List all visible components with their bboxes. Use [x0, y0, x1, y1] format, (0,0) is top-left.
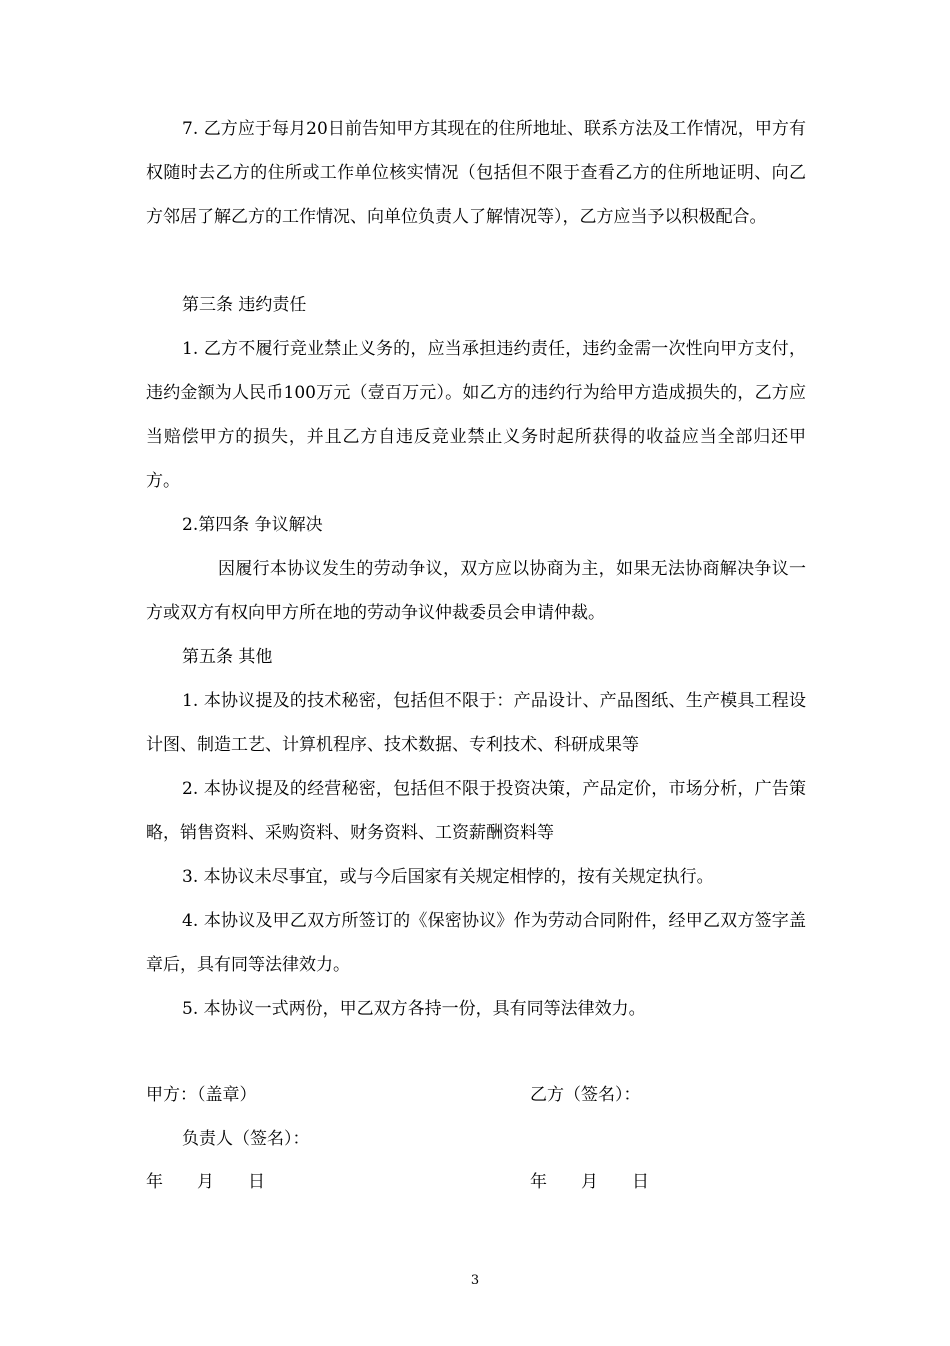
party-b-date: 年 月 日: [530, 1172, 649, 1192]
article-4-title: 2.第四条 争议解决: [182, 515, 323, 535]
article-4-body: 因履行本协议发生的劳动争议，双方应以协商为主，如果无法协商解决争议一方或双方有权向甲方所在地的劳动争议仲裁委员会申请仲裁。: [146, 559, 806, 623]
page-number: 3: [470, 1273, 480, 1288]
article-5-title: 第五条 其他: [182, 647, 273, 667]
party-b-signature: 乙方（签名）：: [530, 1085, 641, 1105]
article-3-item-1: 1. 乙方不履行竞业禁止义务的，应当承担违约责任，违约金需一次性向甲方支付，违约金额为人民币100万元（壹百万元）。如乙方的违约行为给甲方造成损失的，乙方应当赔偿甲方的损失，并且乙方自违反竞业禁止义务时起所获得的收益应当全部归还甲方。: [146, 339, 806, 491]
article-3-title: 第三条 违约责任: [182, 295, 307, 315]
article-5-item-1: 1. 本协议提及的技术秘密，包括但不限于：产品设计、产品图纸、生产模具工程设计图、制造工艺、计算机程序、技术数据、专利技术、科研成果等: [146, 691, 806, 755]
article-5-item-4: 4. 本协议及甲乙双方所签订的《保密协议》作为劳动合同附件，经甲乙双方签字盖章后，具有同等法律效力。: [146, 911, 806, 975]
article-5-item-2: 2. 本协议提及的经营秘密，包括但不限于投资决策，产品定价，市场分析，广告策略，销售资料、采购资料、财务资料、工资薪酬资料等: [146, 779, 806, 843]
party-a-seal: 甲方：（盖章）: [146, 1085, 257, 1105]
person-in-charge-signature: 负责人（签名）：: [182, 1129, 310, 1149]
party-a-date: 年 月 日: [146, 1172, 265, 1192]
article-5-item-3: 3. 本协议未尽事宜，或与今后国家有关规定相悖的，按有关规定执行。: [182, 867, 714, 887]
article-5-item-5: 5. 本协议一式两份，甲乙双方各持一份，具有同等法律效力。: [182, 999, 646, 1019]
clause-7: 7. 乙方应于每月20日前告知甲方其现在的住所地址、联系方法及工作情况，甲方有权随时去乙方的住所或工作单位核实情况（包括但不限于查看乙方的住所地证明、向乙方邻居了解乙方的工作情况、向单位负责人了解情况等），乙方应当予以积极配合。: [146, 119, 806, 227]
